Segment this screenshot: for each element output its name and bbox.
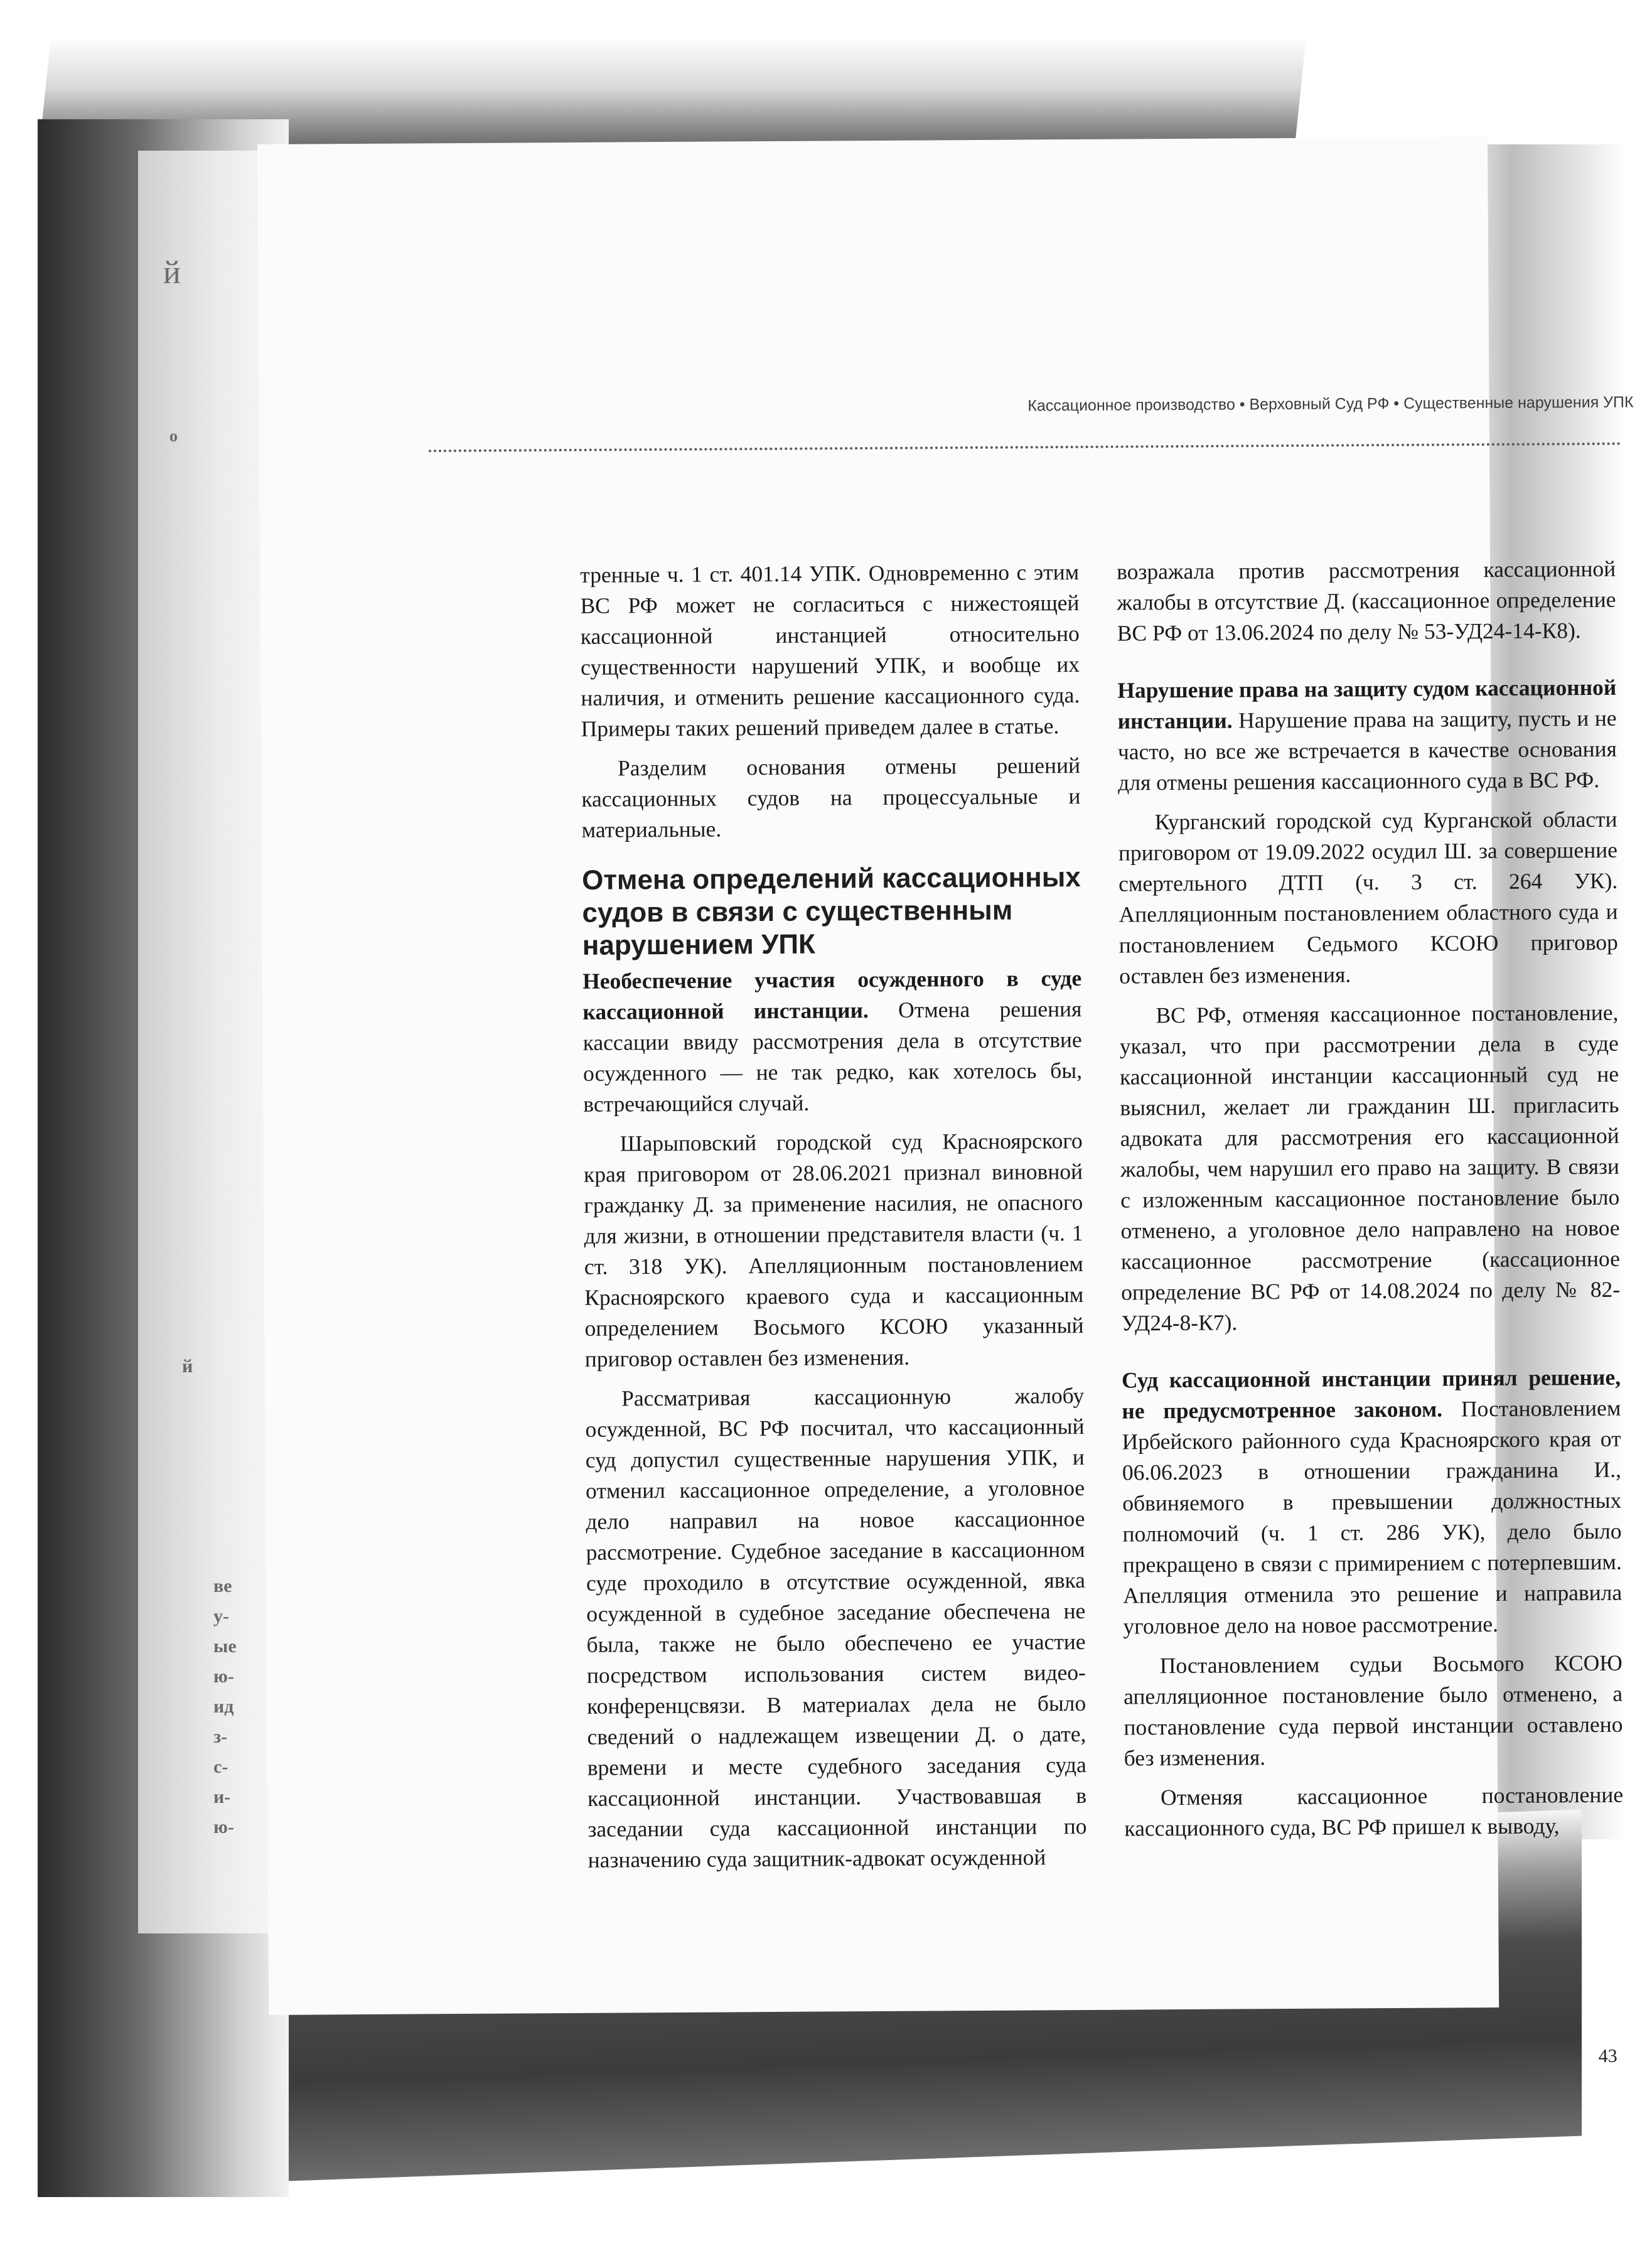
previous-page-fragment: ве	[213, 1576, 232, 1596]
page-number: 43	[1598, 2045, 1617, 2067]
paragraph: Постановлением судьи Восьмого КСОЮ апелляционное постановление было отменено, а постановление суда первой инстанции оставлено без изменения.	[1124, 1650, 1623, 1771]
subsection-lead: Необеспечение участия осужденного в суде кассационной инстанции.	[582, 965, 1082, 1024]
subsection-lead: Суд кассационной инстанции принял решение, не предусмотренное законом.	[1121, 1364, 1621, 1424]
previous-page-edge	[138, 151, 276, 1933]
paragraph: Рассматривая кассационную жалобу осужденной, ВС РФ посчитал, что кассационный суд допустил существенные нарушения УПК, и отменил кассационное определение, а уголовное дело направил на новое кассационное рассмотрение. Судебное заседание в кассационном суде проходило в отсутствие осужденной, явка осужденной в судебное заседание обеспечена не была, также не было обеспечено ее участие посредством использования систем видео-конференцсвязи. В материалах дела не было сведений о надлежащем извещении Д. о дате, времени и месте судебного заседания суда кассационной инстанции. Участвовавшая в заседании суда кассационной инстанции по назначению суда защитник-адвокат осужденной	[585, 1382, 1087, 1873]
subsection-paragraph	[1117, 672, 1617, 798]
section-heading: Отмена определений кассационных судов в связи с существенным нарушением УПК	[582, 862, 1081, 961]
previous-page-fragment: ые	[213, 1636, 237, 1657]
document-page	[257, 137, 1634, 2067]
paragraph: ВС РФ, отменяя кассационное постановление, указал, что при рассмотрении дела в суде кассационной инстанции кассационный суд не выяснил, желает ли гражданин Ш. пригласить адвоката для рассмотрения его кассационной жалобы, чем нарушил его право на защиту. В связи с изложенным кассационное постановление было отменено, а уголовное дело направлено на новое кассационное рассмотрение (кассационное определение ВС РФ от 14.08.2024 по делу № 82-УД24-8-К7).	[1119, 999, 1621, 1336]
previous-page-fragment: и-	[213, 1787, 231, 1807]
previous-page-fragment: й	[182, 1356, 193, 1377]
previous-page-fragment: ид	[213, 1696, 234, 1717]
subsection-text: Нарушение права на защиту, пусть и не часто, но все же встречается в качестве основания для отмены решения кассационного суда в ВС РФ.	[1117, 705, 1617, 795]
paragraph: тренные ч. 1 ст. 401.14 УПК. Одновременно с этим ВС РФ может не согласиться с нижестоящей кассационной инстанцией относительно существенности нарушений УПК, и вообще их наличия, и отменить решение кассационного суда. Примеры таких решений приведем далее в статье.	[580, 559, 1080, 741]
subsection-paragraph	[1122, 1362, 1622, 1642]
paragraph: Курганский городской суд Курганской области приговором от 19.09.2022 осудил Ш. за совершение смертельного ДТП (ч. 3 ст. 264 УК). Апелляционным постановлением областного суда и постановлением Седьмого КСОЮ приговор оставлен без изменения.	[1118, 806, 1618, 989]
paragraph: Разделим основания отмены решений кассационных судов на процессуальные и материальные.	[581, 753, 1081, 842]
previous-page-fragment: о	[169, 427, 178, 445]
previous-page-fragment: у-	[213, 1606, 229, 1626]
right-column	[1117, 554, 1624, 1853]
subsection-lead: Нарушение права на защиту судом кассационной инстанции.	[1117, 674, 1617, 734]
left-column	[580, 557, 1087, 1884]
subsection-text: Постановлением Ирбейского районного суда Красноярского края от 06.06.2023 в отношении гражданина И., обвиняемого в превышении должностных полномочий (ч. 1 ст. 286 УК), дело было прекращено в связи с примирением с потерпевшим. Апелляция отменила это решение и направила уголовное дело на новое рассмотрение.	[1122, 1395, 1622, 1639]
previous-page-fragment: ю-	[213, 1817, 234, 1837]
previous-page-fragment: з-	[213, 1726, 228, 1747]
subsection-text: Отмена решения кассации ввиду рассмотрения дела в отсутствие осужденного — не так редко, как хотелось бы, встречающийся случай.	[582, 996, 1083, 1117]
previous-page-fragment: й	[163, 255, 181, 291]
paragraph: возражала против рассмотрения кассационной жалобы в отсутствие Д. (кассационное определение ВС РФ от 13.06.2024 по делу № 53-УД24-14-К8).	[1117, 556, 1616, 646]
subsection-paragraph	[582, 963, 1082, 1120]
header-divider	[429, 443, 1621, 453]
previous-page-fragment: ю-	[213, 1666, 234, 1687]
paragraph: Отменяя кассационное постановление кассационного суда, ВС РФ пришел к выводу,	[1124, 1782, 1624, 1841]
previous-page-fragment: с-	[213, 1756, 228, 1777]
paragraph: Шарыповский городской суд Красноярского края приговором от 28.06.2021 признал виновной гражданку Д. за применение насилия, не опасного для жизни, в отношении представителя власти (ч. 1 ст. 318 УК). Апелляционным постановлением Красноярского краевого суда и кассационным определением Восьмого КСОЮ указанный приговор оставлен без изменения.	[583, 1127, 1084, 1372]
running-head: Кассационное производство • Верховный Суд РФ • Существенные нарушения УПК	[1027, 393, 1634, 415]
